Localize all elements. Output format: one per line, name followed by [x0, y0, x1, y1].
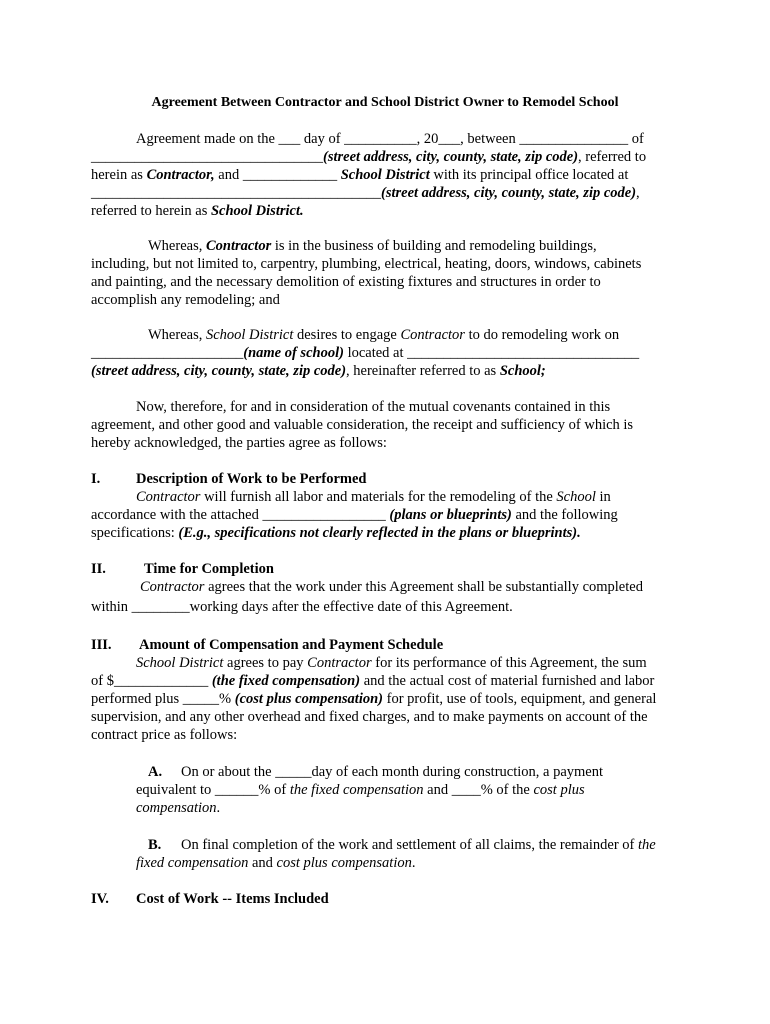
section-1-number: I.: [91, 471, 101, 487]
section-4-heading: Cost of Work -- Items Included: [136, 891, 329, 907]
document-title: Agreement Between Contractor and School District Owner to Remodel School: [151, 95, 619, 110]
section-2-number: II.: [91, 561, 106, 577]
intro-line-3: herein as Contractor, and _____________ School District with its principal office located at: [91, 167, 629, 183]
item-b-line-1: On final completion of the work and settlement of all claims, the remainder of the: [181, 837, 656, 853]
intro-line-2: ________________________________(street address, city, county, state, zip code), referred to: [91, 149, 647, 165]
item-a-line-2: equivalent to ______% of the fixed compensation and ____% of the cost plus: [136, 782, 585, 798]
section-3-line-5: contract price as follows:: [91, 727, 238, 743]
now-therefore-line-1: Now, therefore, for and in consideration of the mutual covenants contained in this: [136, 399, 611, 415]
section-1-line-3: specifications: (E.g., specifications not clearly reflected in the plans or blueprints).: [91, 525, 581, 541]
section-2-heading: Time for Completion: [144, 561, 274, 577]
section-3-line-2: of $_____________ (the fixed compensation) and the actual cost of material furnished and labor: [91, 673, 655, 689]
now-therefore-line-3: hereby acknowledged, the parties agree as follows:: [91, 435, 387, 451]
whereas1-line-4: accomplish any remodeling; and: [91, 292, 280, 308]
item-a-line-3: compensation.: [136, 800, 221, 816]
intro-line-1: Agreement made on the ___ day of __________, 20___, between _______________ of: [136, 131, 644, 147]
item-b-line-2: fixed compensation and cost plus compensation.: [136, 855, 416, 871]
whereas2-line-1: Whereas, School District desires to engage Contractor to do remodeling work on: [148, 327, 620, 343]
whereas1-line-3: and painting, and the necessary demolition of existing fixtures and structures in order to: [91, 274, 601, 290]
section-3-line-4: supervision, and any other overhead and fixed charges, and to make payments on account of the: [91, 709, 648, 725]
item-b-label: B.: [148, 837, 162, 853]
whereas2-line-2: _____________________(name of school) located at ________________________________: [91, 345, 640, 361]
intro-line-5: referred to herein as School District.: [91, 203, 304, 219]
item-a-label: A.: [148, 764, 163, 780]
now-therefore-line-2: agreement, and other good and valuable consideration, the receipt and sufficiency of which is: [91, 417, 634, 433]
whereas1-line-2: including, but not limited to, carpentry, plumbing, electrical, heating, doors, windows, cabinets: [91, 256, 642, 272]
section-4-number: IV.: [91, 891, 109, 907]
whereas1-line-1: Whereas, Contractor is in the business of building and remodeling buildings,: [148, 238, 597, 254]
section-1-line-2: accordance with the attached _________________ (plans or blueprints) and the following: [91, 507, 618, 523]
section-3-number: III.: [91, 637, 112, 653]
section-3-heading: Amount of Compensation and Payment Schedule: [139, 637, 444, 653]
intro-line-4: ________________________________________(street address, city, county, state, zip code),: [91, 185, 640, 201]
whereas2-line-3: (street address, city, county, state, zip code), hereinafter referred to as School;: [91, 363, 546, 379]
section-3-line-1: School District agrees to pay Contractor for its performance of this Agreement, the sum: [136, 655, 647, 671]
section-1-heading: Description of Work to be Performed: [136, 471, 367, 487]
item-a-line-1: On or about the _____day of each month during construction, a payment: [181, 764, 604, 780]
section-1-line-1: Contractor will furnish all labor and materials for the remodeling of the School in: [136, 489, 611, 505]
section-2-line-2: within ________working days after the effective date of this Agreement.: [91, 599, 513, 615]
section-2-line-1: Contractor agrees that the work under this Agreement shall be substantially completed: [140, 579, 643, 595]
section-3-line-3: performed plus _____% (cost plus compensation) for profit, use of tools, equipment, and general: [91, 691, 657, 707]
